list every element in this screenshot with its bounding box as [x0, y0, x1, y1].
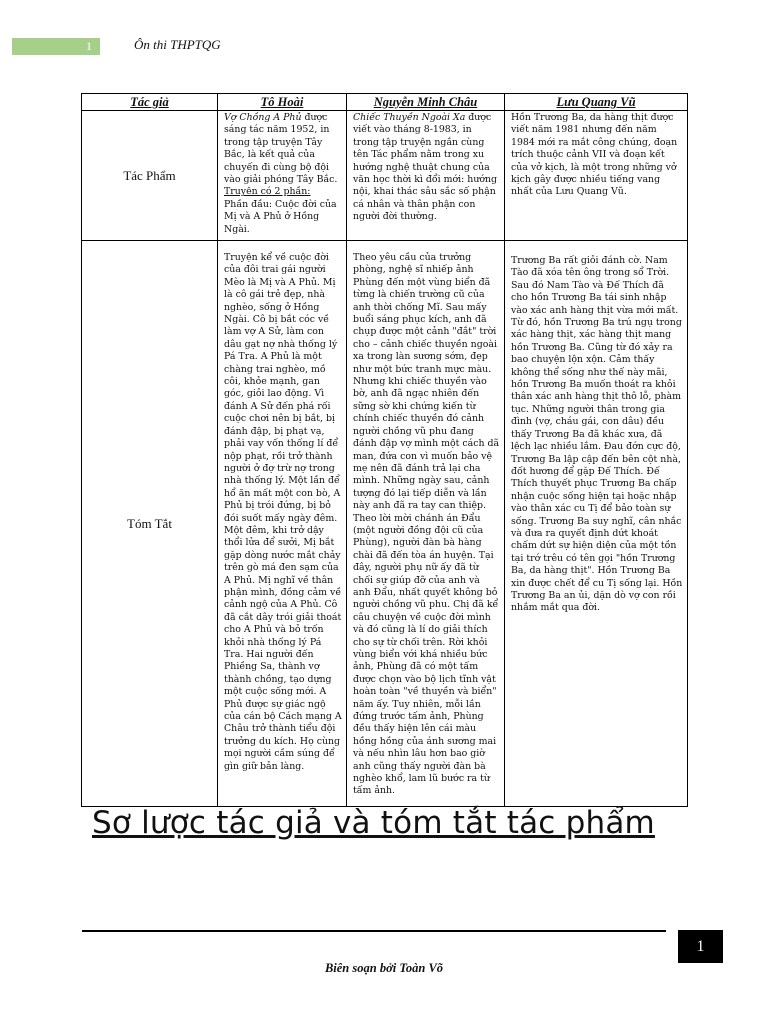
header-cell-author: Tác giả — [82, 94, 218, 111]
work-title-chiec-thuyen-ngoai-xa: Chiếc Thuyền Ngoài Xa — [353, 112, 466, 123]
cell-summary-to-hoai: Truyện kể về cuộc đời của đôi trai gái người Mèo là Mị và A Phủ. Mị là cô gái trẻ đẹp, nhà nghèo, sống ở Hồng Ngài. Cô bị bắt cóc về làm vợ A Sử, làm con dâu gạt nợ nhà thống lý Pá Tra. A Phủ là một chàng trai nghèo, mồ côi, khỏe mạnh, gan góc, giỏi lao động. Vì đánh A Sử đến phá rối cuộc chơi nên bị bắt, bị đánh đập, bị phạt vạ, phải vay vốn thống lí để nộp phạt, rồi trở thành người ở đợ trừ nợ trong nhà thống lý. Một lần để hổ ăn mất một con bò, A Phủ bị trói đứng, bị bỏ đói suốt mấy ngày đêm. Một đêm, khi trở dậy thổi lửa để sưởi, Mị bắt gặp dòng nước mắt chảy trên gò má đen sạm của A Phủ. Mị nghĩ về thân phận mình, đồng cảm về cảnh ngộ của A Phủ. Cô đã cắt dây trói giải thoát cho A Phủ và bỏ trốn khỏi nhà thống lý Pá Tra. Hai người đến Phiềng Sa, thành vợ thành chồng, tạo dựng một cuộc sống mới. A Phủ được sự giác ngộ của cán bộ Cách mạng A Châu trở thành tiểu đội trưởng du kích. Họ cùng mọi người cầm súng để gìn giữ bản làng. — [218, 241, 347, 807]
header-cell-luu-quang-vu: Lưu Quang Vũ — [505, 94, 688, 111]
header-page-number: 1 — [86, 39, 92, 53]
cell-summary-luu-quang-vu: Trương Ba rất giỏi đánh cờ. Nam Tào đã xóa tên ông trong sổ Trời. Sau đó Nam Tào và Đế Thích đã cho hồn Trương Ba tái sinh nhập vào xác anh hàng thịt vừa mới mất. Từ đó, hồn Trương Ba trú ngụ trong xác hàng thịt, xác hàng thịt mang hồn Trương Ba. Cũng từ đó xảy ra bao chuyện lộn xộn. Cảm thấy không thể sống như thế này mãi, hồn Trương Ba muốn thoát ra khỏi thân xác anh hàng thịt thô lỗ, phàm tục. Những người thân trong gia đình (vợ, cháu gái, con dâu) đều thấy Trương Ba đã khác xưa, đã lệch lạc nhiều lắm. Đau đớn cực độ, Trương Ba lập cập đến bên cột nhà, đốt hương để gặp Đế Thích. Đế Thích thuyết phục Trương Ba chấp nhận cuộc sống hiện tại hoặc nhập vào thân xác cu Tị để bảo toàn sự sống. Trương Ba suy nghĩ, cân nhắc và đưa ra quyết định dứt khoát chấm dứt sự hiện diện của một tồn tại trớ trêu có tên gọi "hồn Trương Ba, da hàng thịt". Hồn Trương Ba xin được chết để cu Tị sống lại. Hồn Trương Ba an ủi, dặn dò vợ con rồi nhắm mắt qua đời. — [505, 241, 688, 807]
footer-author-credit: Biên soạn bởi Toàn Võ — [324, 961, 444, 975]
table-header-row — [82, 94, 688, 111]
work-desc-nguyen-minh-chau: được viết vào tháng 8-1983, in trong tập truyện ngắn cùng tên Tác phẩm nằm trong xu hướng nghệ thuật chung của văn học thời kì đổi mới: hướng nội, khai thác sâu sắc số phận cá nhân và thân phận con người đời thường. — [353, 112, 498, 223]
section-title: Sơ lược tác giả và tóm tắt tác phẩm — [92, 805, 655, 841]
cell-works-to-hoai — [218, 111, 347, 241]
row-label-works: Tác Phẩm — [82, 111, 218, 241]
footer-page-number: 1 — [678, 930, 723, 963]
header-page-number-bar — [12, 38, 100, 55]
cell-summary-nguyen-minh-chau: Theo yêu cầu của trưởng phòng, nghệ sĩ nhiếp ảnh Phùng đến một vùng biển đã từng là chiến trường cũ của anh thời chống Mĩ. Sau mấy buổi sáng phục kích, anh đã chụp được một cảnh "đắt" trời cho – cảnh chiếc thuyền ngoài xa trong làn sương sớm, đẹp như một bức tranh mực màu. Nhưng khi chiếc thuyền vào bờ, anh đã ngạc nhiên đến sững sờ khi chứng kiến từ chính chiếc thuyền đó cảnh người chồng vũ phu đang đánh đập vợ mình một cách dã man, đứa con vì muốn bảo vệ mẹ nên đã đánh trả lại cha mình. Những ngày sau, cảnh tượng đó lại tiếp diễn và lần này anh đã ra tay can thiệp. Theo lời mời chánh án Đẩu (một người đồng đội cũ của Phùng), người đàn bà hàng chài đã đến tòa án huyện. Tại đây, người phụ nữ ấy đã từ chối sự giúp đỡ của anh và anh Đẩu, nhất quyết không bỏ người chồng vũ phu. Chị đã kể câu chuyện về cuộc đời mình và đó cũng là lí do giải thích cho sự từ chối trên. Rời khỏi vùng biển với khá nhiều bức ảnh, Phùng đã có một tấm được chọn vào bộ lịch tĩnh vật hoàn toàn "về thuyền và biển" năm ấy. Tuy nhiên, mỗi lần đứng trước tấm ảnh, Phùng đều thấy hiện lên cái màu hồng hồng của ánh sương mai và nếu nhìn lâu hơn bao giờ anh cũng thấy người đàn bà nghèo khổ, lam lũ bước ra từ tấm ảnh. — [347, 241, 505, 807]
work-title-vo-chong-a-phu: Vợ Chồng A Phủ — [224, 112, 302, 123]
cell-works-nguyen-minh-chau — [347, 111, 505, 241]
table-row-works — [82, 111, 688, 241]
work-part-heading: Truyện có 2 phần: — [224, 186, 311, 198]
header-cell-to-hoai: Tô Hoài — [218, 94, 347, 111]
row-label-summary: Tóm Tắt — [82, 241, 218, 807]
table-row-summary — [82, 241, 688, 807]
footer-divider — [82, 930, 666, 932]
header-title: Ôn thi THPTQG — [134, 37, 221, 52]
header-cell-nguyen-minh-chau: Nguyễn Minh Châu — [347, 94, 505, 111]
summary-table — [81, 93, 688, 807]
work-desc-to-hoai: được sáng tác năm 1952, in trong tập truyện Tây Bắc, là kết quả của chuyến đi cùng bộ đội vào giải phóng Tây Bắc. — [224, 112, 338, 186]
cell-works-luu-quang-vu: Hồn Trương Ba, da hàng thịt được viết năm 1981 nhưng đến năm 1984 mới ra mắt công chúng, đoạn trích thuộc cảnh VII và đoạn kết của vở kịch, là một trong những vở kịch gây được nhiều tiếng vang nhất của Lưu Quang Vũ. — [505, 111, 688, 241]
work-part-one: Phần đầu: Cuộc đời của Mị và A Phủ ở Hồng Ngài. — [224, 198, 337, 235]
